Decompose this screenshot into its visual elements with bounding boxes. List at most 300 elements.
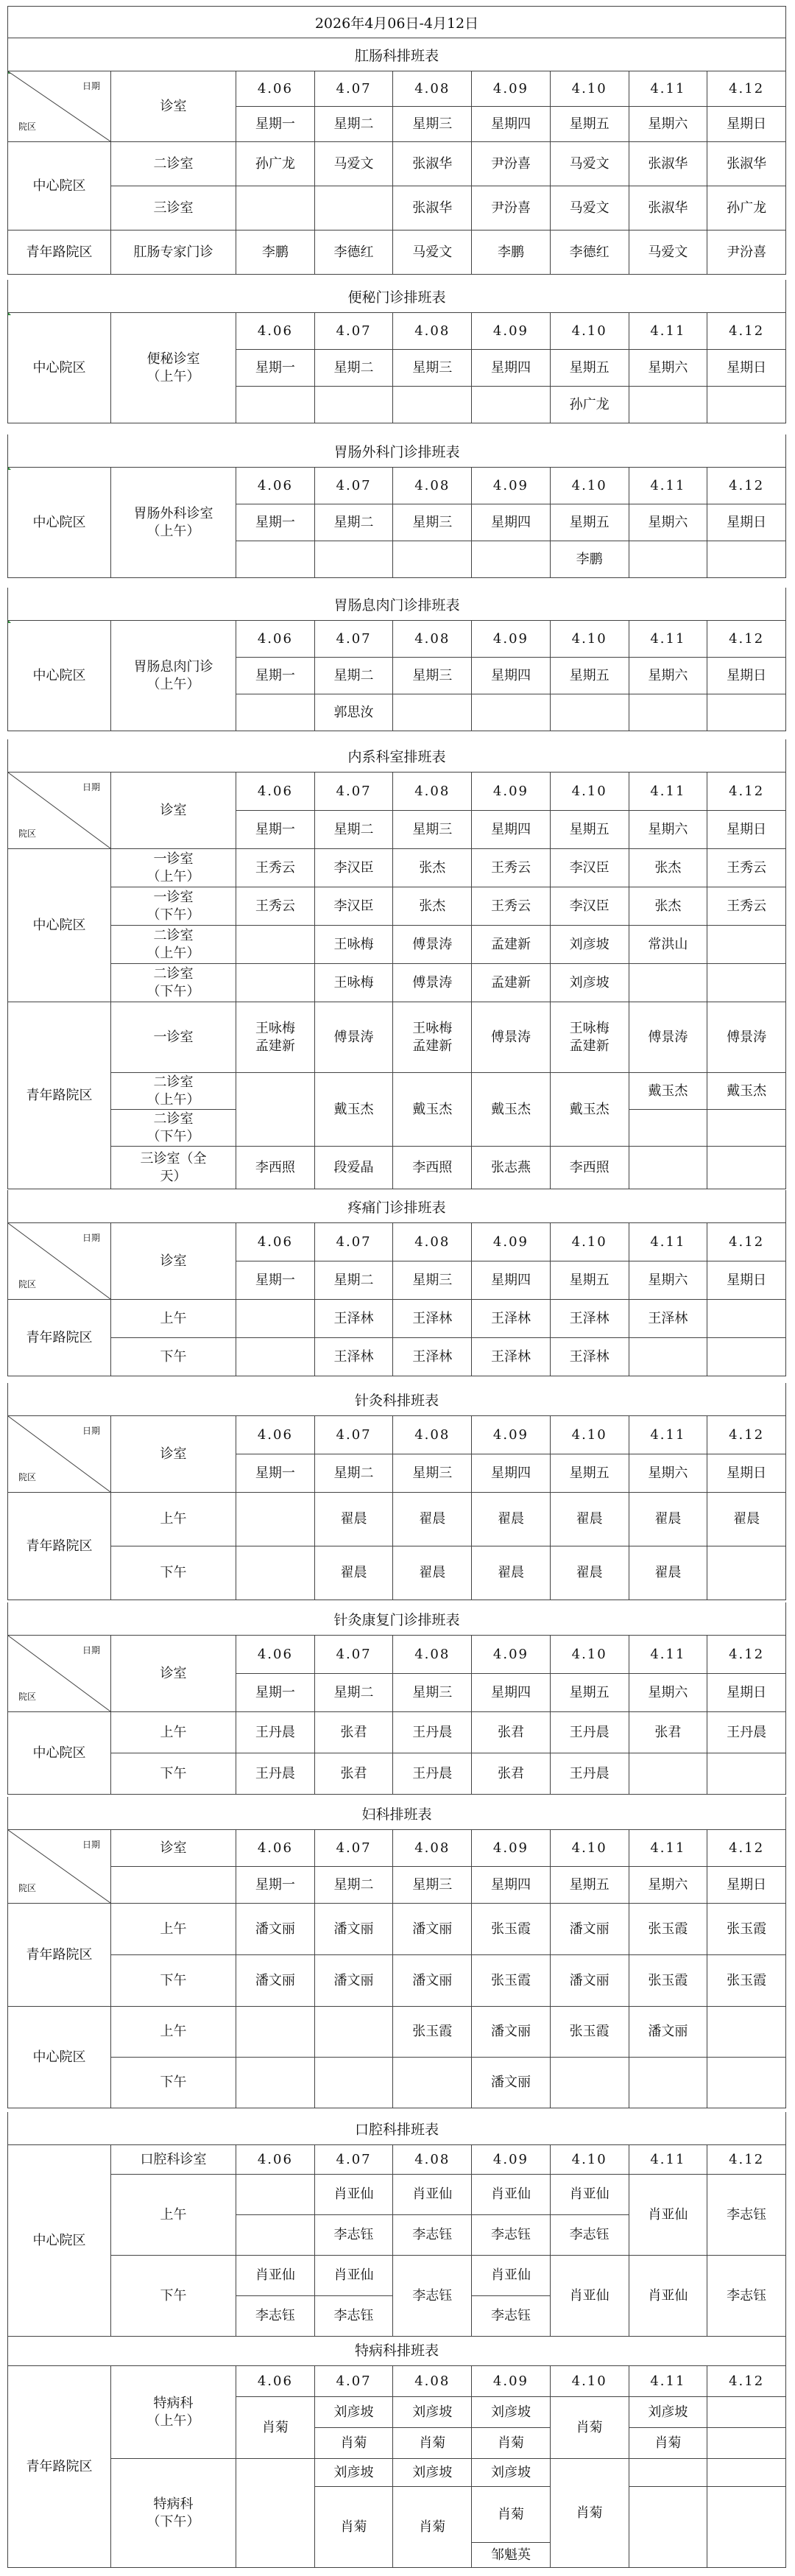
date-cell: 4.11 xyxy=(629,773,707,811)
date-cell: 4.08 xyxy=(393,1223,472,1261)
doctor-cell xyxy=(314,387,393,423)
weekday-cell: 星期六 xyxy=(629,350,707,387)
constipation-table xyxy=(7,312,786,423)
doctor-cell: 张玉霞 xyxy=(393,2007,472,2058)
doctor-cell: 张杰 xyxy=(629,849,707,887)
doctor-cell: 王泽林 xyxy=(472,1338,551,1376)
corner-cell: 日期 院区 xyxy=(8,1223,111,1300)
doctor-cell xyxy=(707,2487,786,2568)
weekday-cell: 星期一 xyxy=(236,1454,315,1493)
doctor-cell: 潘文丽 xyxy=(393,1955,472,2007)
weekday-cell: 星期六 xyxy=(629,811,707,849)
weekday-cell: 星期五 xyxy=(550,1867,629,1904)
doctor-cell xyxy=(629,387,707,423)
weekday-cell: 星期五 xyxy=(550,350,629,387)
room-cell: 口腔科诊室 xyxy=(111,2145,236,2175)
doctor-cell: 张君 xyxy=(629,1712,707,1753)
room-cell: 一诊室 （上午） xyxy=(111,849,236,887)
doctor-cell: 肖亚仙 xyxy=(472,2175,551,2215)
doctor-cell xyxy=(236,1073,315,1147)
doctor-cell: 马爱文 xyxy=(314,142,393,186)
doctor-cell xyxy=(314,186,393,230)
date-cell: 4.09 xyxy=(472,1223,551,1261)
doctor-cell xyxy=(393,2058,472,2108)
doctor-cell: 刘彦坡 xyxy=(314,2459,393,2487)
doctor-cell xyxy=(707,1147,786,1189)
doctor-cell xyxy=(629,2058,707,2108)
date-cell: 4.10 xyxy=(550,1830,629,1867)
doctor-cell xyxy=(236,1546,315,1600)
weekday-cell: 星期二 xyxy=(314,350,393,387)
section-title-polyp: 胃肠息肉门诊排班表 xyxy=(7,588,786,620)
weekday-cell: 星期三 xyxy=(393,658,472,694)
doctor-cell xyxy=(707,926,786,964)
doctor-cell: 李西照 xyxy=(236,1147,315,1189)
doctor-cell: 李鹏 xyxy=(472,230,551,275)
doctor-cell xyxy=(236,2175,315,2215)
doctor-cell: 肖菊 xyxy=(550,2397,629,2459)
weekday-cell: 星期一 xyxy=(236,1674,315,1712)
doctor-cell: 翟晨 xyxy=(629,1546,707,1600)
date-cell: 4.09 xyxy=(472,2145,551,2175)
doctor-cell: 王泽林 xyxy=(550,1300,629,1338)
weekday-cell: 星期日 xyxy=(707,350,786,387)
zone-cell: 青年路院区 xyxy=(8,1300,111,1376)
doctor-cell: 李志钰 xyxy=(314,2296,393,2337)
doctor-cell: 李志钰 xyxy=(236,2296,315,2337)
date-cell: 4.08 xyxy=(393,773,472,811)
date-cell: 4.09 xyxy=(472,313,551,350)
doctor-cell: 孙广龙 xyxy=(550,387,629,423)
doctor-cell: 傅景涛 xyxy=(393,964,472,1002)
date-cell: 4.09 xyxy=(472,1416,551,1454)
weekday-cell: 星期四 xyxy=(472,1674,551,1712)
doctor-cell: 潘文丽 xyxy=(550,1904,629,1955)
date-cell: 4.06 xyxy=(236,1223,315,1261)
doctor-cell xyxy=(236,2459,315,2568)
doctor-cell: 李志钰 xyxy=(550,2215,629,2256)
zone-cell: 青年路院区 xyxy=(8,1493,111,1600)
weekday-cell: 星期一 xyxy=(236,504,315,541)
corner-cell: 日期 院区 xyxy=(8,773,111,849)
date-cell: 4.07 xyxy=(314,71,393,107)
weekday-cell: 星期一 xyxy=(236,1867,315,1904)
room-cell: 一诊室 xyxy=(111,1002,236,1073)
doctor-cell xyxy=(236,1300,315,1338)
date-cell: 4.08 xyxy=(393,1830,472,1867)
doctor-cell: 郭思汝 xyxy=(314,694,393,731)
weekday-cell: 星期三 xyxy=(393,811,472,849)
doctor-cell xyxy=(629,1338,707,1376)
doctor-cell: 王泽林 xyxy=(314,1300,393,1338)
session-cell: 下午 xyxy=(111,1753,236,1795)
doctor-cell xyxy=(629,964,707,1002)
doctor-cell xyxy=(629,1110,707,1147)
date-cell: 4.07 xyxy=(314,621,393,658)
doctor-cell: 刘彦坡 xyxy=(472,2397,551,2428)
doctor-cell xyxy=(550,694,629,731)
session-cell: 上午 xyxy=(111,2175,236,2256)
date-cell: 4.12 xyxy=(707,1416,786,1454)
doctor-cell: 王丹晨 xyxy=(550,1712,629,1753)
doctor-cell: 李汉臣 xyxy=(314,887,393,926)
weekday-cell: 星期五 xyxy=(550,658,629,694)
doctor-cell: 潘文丽 xyxy=(393,1904,472,1955)
doctor-cell: 王泽林 xyxy=(314,1338,393,1376)
doctor-cell: 翟晨 xyxy=(393,1546,472,1600)
doctor-cell: 翟晨 xyxy=(472,1546,551,1600)
doctor-cell: 王丹晨 xyxy=(236,1753,315,1795)
doctor-cell: 王丹晨 xyxy=(236,1712,315,1753)
date-cell: 4.12 xyxy=(707,1223,786,1261)
doctor-cell xyxy=(236,964,315,1002)
weekday-cell: 星期二 xyxy=(314,811,393,849)
doctor-cell: 尹汾喜 xyxy=(472,142,551,186)
doctor-cell: 翟晨 xyxy=(707,1493,786,1546)
gynecology-table xyxy=(7,1829,786,2108)
section-title-pain: 疼痛门诊排班表 xyxy=(7,1190,786,1222)
session-cell: 上午 xyxy=(111,1904,236,1955)
weekday-cell: 星期二 xyxy=(314,1867,393,1904)
doctor-cell: 戴玉杰 xyxy=(550,1073,629,1147)
doctor-cell: 肖亚仙 xyxy=(550,2256,629,2337)
doctor-cell: 刘彦坡 xyxy=(472,2459,551,2487)
doctor-cell xyxy=(629,1753,707,1795)
doctor-cell: 肖菊 xyxy=(472,2487,551,2543)
section-title-internal: 内系科室排班表 xyxy=(7,739,786,772)
doctor-cell: 翟晨 xyxy=(472,1493,551,1546)
date-cell: 4.07 xyxy=(314,1830,393,1867)
doctor-cell xyxy=(393,541,472,578)
date-cell: 4.11 xyxy=(629,2145,707,2175)
doctor-cell: 潘文丽 xyxy=(314,1904,393,1955)
date-cell: 4.12 xyxy=(707,1636,786,1674)
weekday-cell: 星期三 xyxy=(393,1261,472,1300)
doctor-cell: 肖菊 xyxy=(550,2459,629,2568)
section-title-anorectal: 肛肠科排班表 xyxy=(7,38,786,71)
doctor-cell: 李志钰 xyxy=(707,2175,786,2256)
zone-cell: 中心院区 xyxy=(8,468,111,578)
weekday-cell: 星期四 xyxy=(472,350,551,387)
clinic-header: 诊室 xyxy=(111,1830,236,1867)
doctor-cell: 王秀云 xyxy=(707,849,786,887)
date-cell: 4.12 xyxy=(707,71,786,107)
weekday-cell: 星期四 xyxy=(472,1867,551,1904)
weekday-cell: 星期四 xyxy=(472,1261,551,1300)
doctor-cell: 李西照 xyxy=(550,1147,629,1189)
date-cell: 4.10 xyxy=(550,773,629,811)
zone-cell: 青年路院区 xyxy=(8,2366,111,2568)
weekday-cell: 星期六 xyxy=(629,1867,707,1904)
weekday-cell: 星期一 xyxy=(236,658,315,694)
weekday-cell: 星期四 xyxy=(472,658,551,694)
date-cell: 4.10 xyxy=(550,2366,629,2397)
doctor-cell: 张玉霞 xyxy=(550,2007,629,2058)
doctor-cell: 孟建新 xyxy=(472,926,551,964)
doctor-cell xyxy=(236,694,315,731)
doctor-cell: 翟晨 xyxy=(314,1493,393,1546)
weekday-cell: 星期五 xyxy=(550,1261,629,1300)
doctor-cell: 张玉霞 xyxy=(707,1904,786,1955)
session-cell: 下午 xyxy=(111,1338,236,1376)
doctor-cell: 潘文丽 xyxy=(629,2007,707,2058)
doctor-cell: 张玉霞 xyxy=(472,1904,551,1955)
date-cell: 4.09 xyxy=(472,468,551,504)
room-cell: 二诊室 （上午） xyxy=(111,926,236,964)
doctor-cell xyxy=(236,541,315,578)
date-cell: 4.11 xyxy=(629,313,707,350)
doctor-cell xyxy=(236,387,315,423)
doctor-cell: 肖亚仙 xyxy=(314,2175,393,2215)
doctor-cell: 傅景涛 xyxy=(707,1002,786,1073)
gi-surgery-table xyxy=(7,467,786,578)
doctor-cell: 潘文丽 xyxy=(236,1955,315,2007)
date-cell: 4.10 xyxy=(550,468,629,504)
doctor-cell: 张杰 xyxy=(629,887,707,926)
date-cell: 4.11 xyxy=(629,2366,707,2397)
corner-cell: 日期 院区 xyxy=(8,1416,111,1493)
date-cell: 4.08 xyxy=(393,468,472,504)
doctor-cell: 李志钰 xyxy=(472,2215,551,2256)
weekday-cell: 星期一 xyxy=(236,1261,315,1300)
doctor-cell: 张君 xyxy=(314,1712,393,1753)
zone-cell: 中心院区 xyxy=(8,2145,111,2337)
session-cell: 下午 xyxy=(111,2058,236,2108)
doctor-cell: 翟晨 xyxy=(314,1546,393,1600)
doctor-cell: 李志钰 xyxy=(472,2296,551,2337)
doctor-cell: 尹汾喜 xyxy=(707,230,786,275)
doctor-cell: 王咏梅 xyxy=(314,926,393,964)
clinic-header: 诊室 xyxy=(111,1416,236,1493)
session-cell: 上午 xyxy=(111,2007,236,2058)
date-cell: 4.11 xyxy=(629,1636,707,1674)
section-title-gi-surgery: 胃肠外科门诊排班表 xyxy=(7,434,786,467)
doctor-cell: 王泽林 xyxy=(550,1338,629,1376)
date-cell: 4.07 xyxy=(314,1416,393,1454)
doctor-cell: 傅景涛 xyxy=(393,926,472,964)
date-cell: 4.09 xyxy=(472,1830,551,1867)
acupuncture-table xyxy=(7,1415,786,1600)
weekday-cell: 星期一 xyxy=(236,811,315,849)
room-cell: 二诊室 xyxy=(111,142,236,186)
doctor-cell: 段爱晶 xyxy=(314,1147,393,1189)
doctor-cell: 肖菊 xyxy=(314,2428,393,2459)
doctor-cell: 肖菊 xyxy=(393,2487,472,2568)
date-cell: 4.06 xyxy=(236,1636,315,1674)
weekday-cell: 星期四 xyxy=(472,811,551,849)
room-cell: 特病科 （下午） xyxy=(111,2459,236,2568)
doctor-cell xyxy=(472,541,551,578)
doctor-cell xyxy=(236,186,315,230)
doctor-cell: 张杰 xyxy=(393,849,472,887)
date-cell: 4.08 xyxy=(393,71,472,107)
doctor-cell: 翟晨 xyxy=(629,1493,707,1546)
weekday-cell: 星期六 xyxy=(629,504,707,541)
date-cell: 4.11 xyxy=(629,621,707,658)
doctor-cell: 王咏梅 孟建新 xyxy=(236,1002,315,1073)
zone-cell: 青年路院区 xyxy=(8,1002,111,1189)
doctor-cell: 翟晨 xyxy=(550,1493,629,1546)
date-cell: 4.11 xyxy=(629,468,707,504)
doctor-cell: 尹汾喜 xyxy=(472,186,551,230)
date-cell: 4.07 xyxy=(314,313,393,350)
doctor-cell: 潘文丽 xyxy=(472,2007,551,2058)
doctor-cell xyxy=(707,2459,786,2487)
doctor-cell: 李西照 xyxy=(393,1147,472,1189)
doctor-cell: 李鹏 xyxy=(550,541,629,578)
doctor-cell: 张淑华 xyxy=(629,186,707,230)
session-cell: 下午 xyxy=(111,1546,236,1600)
date-cell: 4.11 xyxy=(629,1830,707,1867)
date-cell: 4.08 xyxy=(393,1416,472,1454)
doctor-cell: 张杰 xyxy=(393,887,472,926)
clinic-header: 诊室 xyxy=(111,71,236,142)
doctor-cell: 肖菊 xyxy=(629,2428,707,2459)
doctor-cell: 张君 xyxy=(472,1753,551,1795)
weekday-cell: 星期五 xyxy=(550,1674,629,1712)
doctor-cell: 肖亚仙 xyxy=(629,2256,707,2337)
doctor-cell: 李德红 xyxy=(314,230,393,275)
doctor-cell: 肖菊 xyxy=(393,2428,472,2459)
doctor-cell: 傅景涛 xyxy=(314,1002,393,1073)
date-cell: 4.07 xyxy=(314,468,393,504)
polyp-table xyxy=(7,620,786,731)
date-cell: 4.09 xyxy=(472,71,551,107)
doctor-cell xyxy=(707,1338,786,1376)
doctor-cell xyxy=(707,694,786,731)
doctor-cell: 李志钰 xyxy=(707,2256,786,2337)
doctor-cell: 潘文丽 xyxy=(314,1955,393,2007)
doctor-cell xyxy=(314,541,393,578)
doctor-cell: 刘彦坡 xyxy=(393,2397,472,2428)
doctor-cell: 马爱文 xyxy=(550,186,629,230)
doctor-cell: 王丹晨 xyxy=(393,1712,472,1753)
doctor-cell xyxy=(707,387,786,423)
date-cell: 4.07 xyxy=(314,1636,393,1674)
weekday-cell: 星期三 xyxy=(393,1674,472,1712)
doctor-cell xyxy=(629,694,707,731)
doctor-cell xyxy=(707,964,786,1002)
doctor-cell: 张玉霞 xyxy=(707,1955,786,2007)
weekday-cell: 星期二 xyxy=(314,1261,393,1300)
doctor-cell: 孟建新 xyxy=(472,964,551,1002)
room-cell: 胃肠外科诊室 （上午） xyxy=(111,468,236,578)
doctor-cell: 王秀云 xyxy=(236,887,315,926)
date-cell: 4.06 xyxy=(236,773,315,811)
weekday-cell: 星期二 xyxy=(314,1674,393,1712)
room-cell: 胃肠息肉门诊 （上午） xyxy=(111,621,236,731)
zone-cell: 中心院区 xyxy=(8,313,111,423)
weekday-cell: 星期二 xyxy=(314,1454,393,1493)
zone-cell: 中心院区 xyxy=(8,142,111,230)
date-cell: 4.09 xyxy=(472,2366,551,2397)
doctor-cell: 刘彦坡 xyxy=(393,2459,472,2487)
weekday-cell: 星期四 xyxy=(472,1454,551,1493)
weekday-cell: 星期日 xyxy=(707,107,786,142)
zone-cell: 中心院区 xyxy=(8,2007,111,2108)
blank-cell xyxy=(111,1867,236,1904)
doctor-cell xyxy=(707,1110,786,1147)
weekday-cell: 星期二 xyxy=(314,658,393,694)
doctor-cell: 刘彦坡 xyxy=(550,964,629,1002)
corner-cell: 日期 院区 xyxy=(8,1830,111,1904)
doctor-cell: 王泽林 xyxy=(393,1338,472,1376)
room-cell: 三诊室 xyxy=(111,186,236,230)
section-title-dental: 口腔科排班表 xyxy=(7,2112,786,2144)
doctor-cell: 肖菊 xyxy=(314,2487,393,2568)
date-cell: 4.07 xyxy=(314,2366,393,2397)
corner-cell: 日期 院区 xyxy=(8,71,111,142)
weekday-cell: 星期日 xyxy=(707,1674,786,1712)
doctor-cell: 肖亚仙 xyxy=(393,2175,472,2215)
corner-cell: 日期 院区 xyxy=(8,1636,111,1712)
date-cell: 4.07 xyxy=(314,773,393,811)
room-cell: 特病科 （上午） xyxy=(111,2366,236,2459)
doctor-cell: 肖亚仙 xyxy=(472,2256,551,2296)
clinic-header: 诊室 xyxy=(111,773,236,849)
doctor-cell: 李志钰 xyxy=(393,2215,472,2256)
doctor-cell: 王丹晨 xyxy=(393,1753,472,1795)
acu-rehab-table xyxy=(7,1635,786,1795)
weekday-cell: 星期三 xyxy=(393,1867,472,1904)
doctor-cell: 孙广龙 xyxy=(236,142,315,186)
doctor-cell: 王丹晨 xyxy=(550,1753,629,1795)
section-title-acu-rehab: 针灸康复门诊排班表 xyxy=(7,1602,786,1635)
room-cell: 三诊室（全 天） xyxy=(111,1147,236,1189)
doctor-cell: 戴玉杰 xyxy=(393,1073,472,1147)
doctor-cell: 马爱文 xyxy=(629,230,707,275)
doctor-cell xyxy=(707,1753,786,1795)
anorectal-table xyxy=(7,71,786,275)
week-banner xyxy=(7,6,786,38)
date-cell: 4.12 xyxy=(707,1830,786,1867)
doctor-cell: 张志燕 xyxy=(472,1147,551,1189)
weekday-cell: 星期日 xyxy=(707,504,786,541)
zone-cell: 中心院区 xyxy=(8,849,111,1002)
doctor-cell: 王咏梅 孟建新 xyxy=(393,1002,472,1073)
date-cell: 4.08 xyxy=(393,2366,472,2397)
doctor-cell: 翟晨 xyxy=(550,1546,629,1600)
doctor-cell xyxy=(629,1147,707,1189)
zone-cell: 青年路院区 xyxy=(8,1904,111,2007)
date-cell: 4.10 xyxy=(550,621,629,658)
internal-table xyxy=(7,772,786,1189)
weekday-cell: 星期四 xyxy=(472,107,551,142)
date-cell: 4.08 xyxy=(393,313,472,350)
date-cell: 4.08 xyxy=(393,1636,472,1674)
zone-cell: 青年路院区 xyxy=(8,230,111,275)
doctor-cell: 张玉霞 xyxy=(629,1904,707,1955)
doctor-cell xyxy=(472,694,551,731)
room-cell: 肛肠专家门诊 xyxy=(111,230,236,275)
doctor-cell: 王泽林 xyxy=(472,1300,551,1338)
zone-cell: 中心院区 xyxy=(8,621,111,731)
date-cell: 4.12 xyxy=(707,2366,786,2397)
room-cell: 二诊室 （下午） xyxy=(111,1110,236,1147)
doctor-cell: 肖菊 xyxy=(472,2428,551,2459)
section-title-constipation: 便秘门诊排班表 xyxy=(7,280,786,312)
doctor-cell: 王秀云 xyxy=(472,887,551,926)
doctor-cell xyxy=(314,2058,393,2108)
doctor-cell: 李汉臣 xyxy=(550,887,629,926)
doctor-cell: 戴玉杰 xyxy=(314,1073,393,1147)
doctor-cell xyxy=(393,387,472,423)
date-cell: 4.12 xyxy=(707,621,786,658)
doctor-cell: 李德红 xyxy=(550,230,629,275)
date-cell: 4.10 xyxy=(550,1416,629,1454)
doctor-cell: 张淑华 xyxy=(393,186,472,230)
weekday-cell: 星期五 xyxy=(550,504,629,541)
